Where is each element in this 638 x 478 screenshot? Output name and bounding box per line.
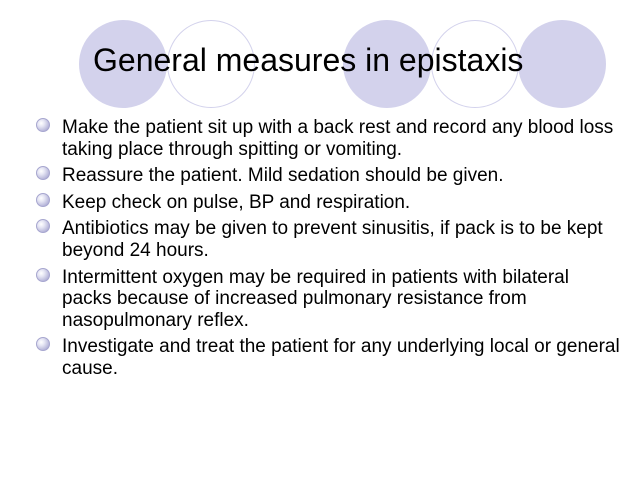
bullet-text: Intermittent oxygen may be required in patients with bilateral packs because of increased pulmonary resistance from nasopulmonary reflex. (62, 266, 569, 331)
sphere-bullet-icon (36, 166, 50, 180)
bullet-item (32, 117, 622, 160)
bullet-list (32, 117, 622, 385)
bullet-item (32, 267, 622, 332)
sphere-bullet-icon (36, 118, 50, 132)
bullet-text: Investigate and treat the patient for any underlying local or general cause. (62, 336, 620, 379)
slide-title: General measures in epistaxis (93, 42, 524, 78)
bullet-item (32, 218, 622, 261)
bullet-text: Keep check on pulse, BP and respiration. (62, 191, 411, 213)
bullet-text: Make the patient sit up with a back rest and record any blood loss taking place through spitting or vomiting. (62, 117, 614, 160)
sphere-bullet-icon (36, 219, 50, 233)
circle-decoration (518, 20, 606, 108)
sphere-bullet-icon (36, 337, 50, 351)
sphere-bullet-icon (36, 193, 50, 207)
bullet-item (32, 165, 622, 187)
bullet-item (32, 192, 622, 214)
sphere-bullet-icon (36, 268, 50, 282)
bullet-text: Reassure the patient. Mild sedation should be given. (62, 165, 504, 187)
bullet-item (32, 336, 622, 379)
bullet-text: Antibiotics may be given to prevent sinusitis, if pack is to be kept beyond 24 hours. (62, 218, 603, 261)
